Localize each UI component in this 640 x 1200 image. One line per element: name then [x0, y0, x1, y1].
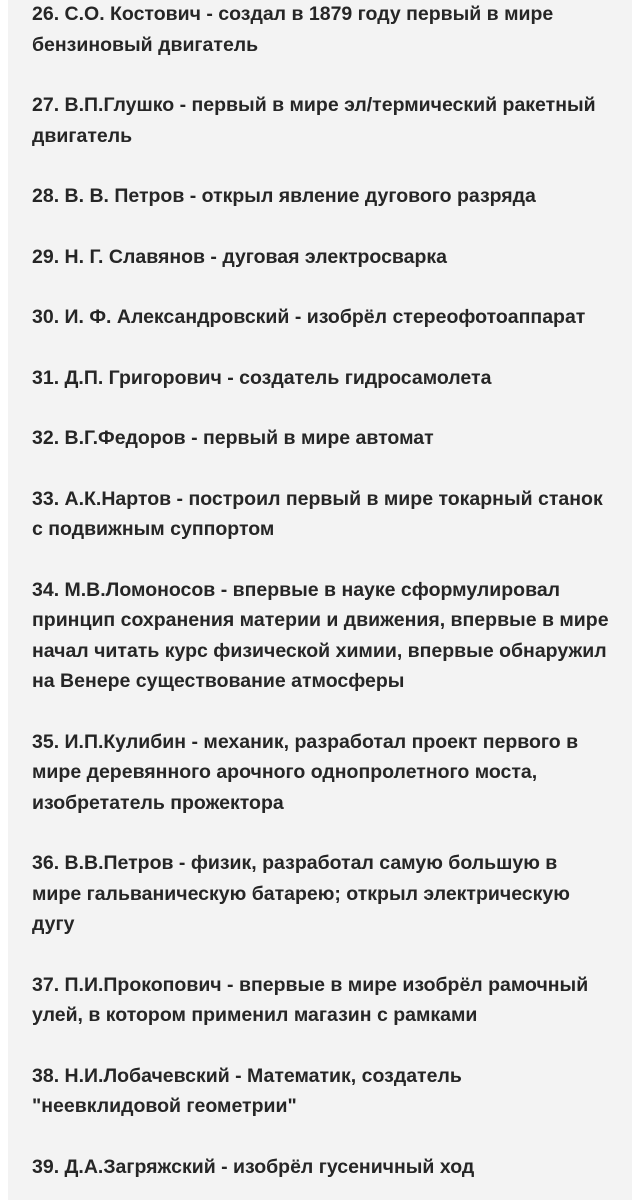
inventors-list: [32, 0, 610, 1182]
list-item-28: 28. В. В. Петров - открыл явление дугового разряда: [32, 185, 536, 207]
list-item-33: 33. А.К.Нартов - построил первый в мире токарный станок с подвижным суппортом: [32, 487, 603, 540]
article-body: [8, 0, 632, 1200]
list-item-27: 27. В.П.Глушко - первый в мире эл/термический ракетный двигатель: [32, 94, 596, 147]
list-item-38: 38. Н.И.Лобачевский - Математик, создатель "неевклидовой геометрии": [32, 1064, 462, 1117]
list-item-39: 39. Д.А.Загряжский - изобрёл гусеничный ход: [32, 1155, 475, 1178]
list-item-26: 26. С.О. Костович - создал в 1879 году первый в мире бензиновый двигатель: [32, 3, 554, 56]
list-item-35: 35. И.П.Кулибин - механик, разработал проект первого в мире деревянного арочного однопролетного моста, изобретатель прожектора: [32, 730, 579, 814]
list-item-30: 30. И. Ф. Александровский - изобрёл стереофотоаппарат: [32, 306, 586, 328]
list-item-31: 31. Д.П. Григорович - создатель гидросамолета: [32, 366, 492, 389]
list-item-32: 32. В.Г.Федоров - первый в мире автомат: [32, 427, 434, 449]
list-item-36: 36. В.В.Петров - физик, разработал самую большую в мире гальваническую батарею; открыл электрическую дугу: [32, 852, 570, 935]
list-item-34: 34. М.В.Ломоносов - впервые в науке сформулировал принцип сохранения материи и движения, впервые в мире начал читать курс физической химии, впервые обнаружил на Венере существование атмосферы: [32, 578, 609, 692]
list-item-37: 37. П.И.Прокопович - впервые в мире изобрёл рамочный улей, в котором применил магазин с рамками: [32, 973, 589, 1026]
list-item-29: 29. Н. Г. Славянов - дуговая электросварка: [32, 245, 448, 268]
